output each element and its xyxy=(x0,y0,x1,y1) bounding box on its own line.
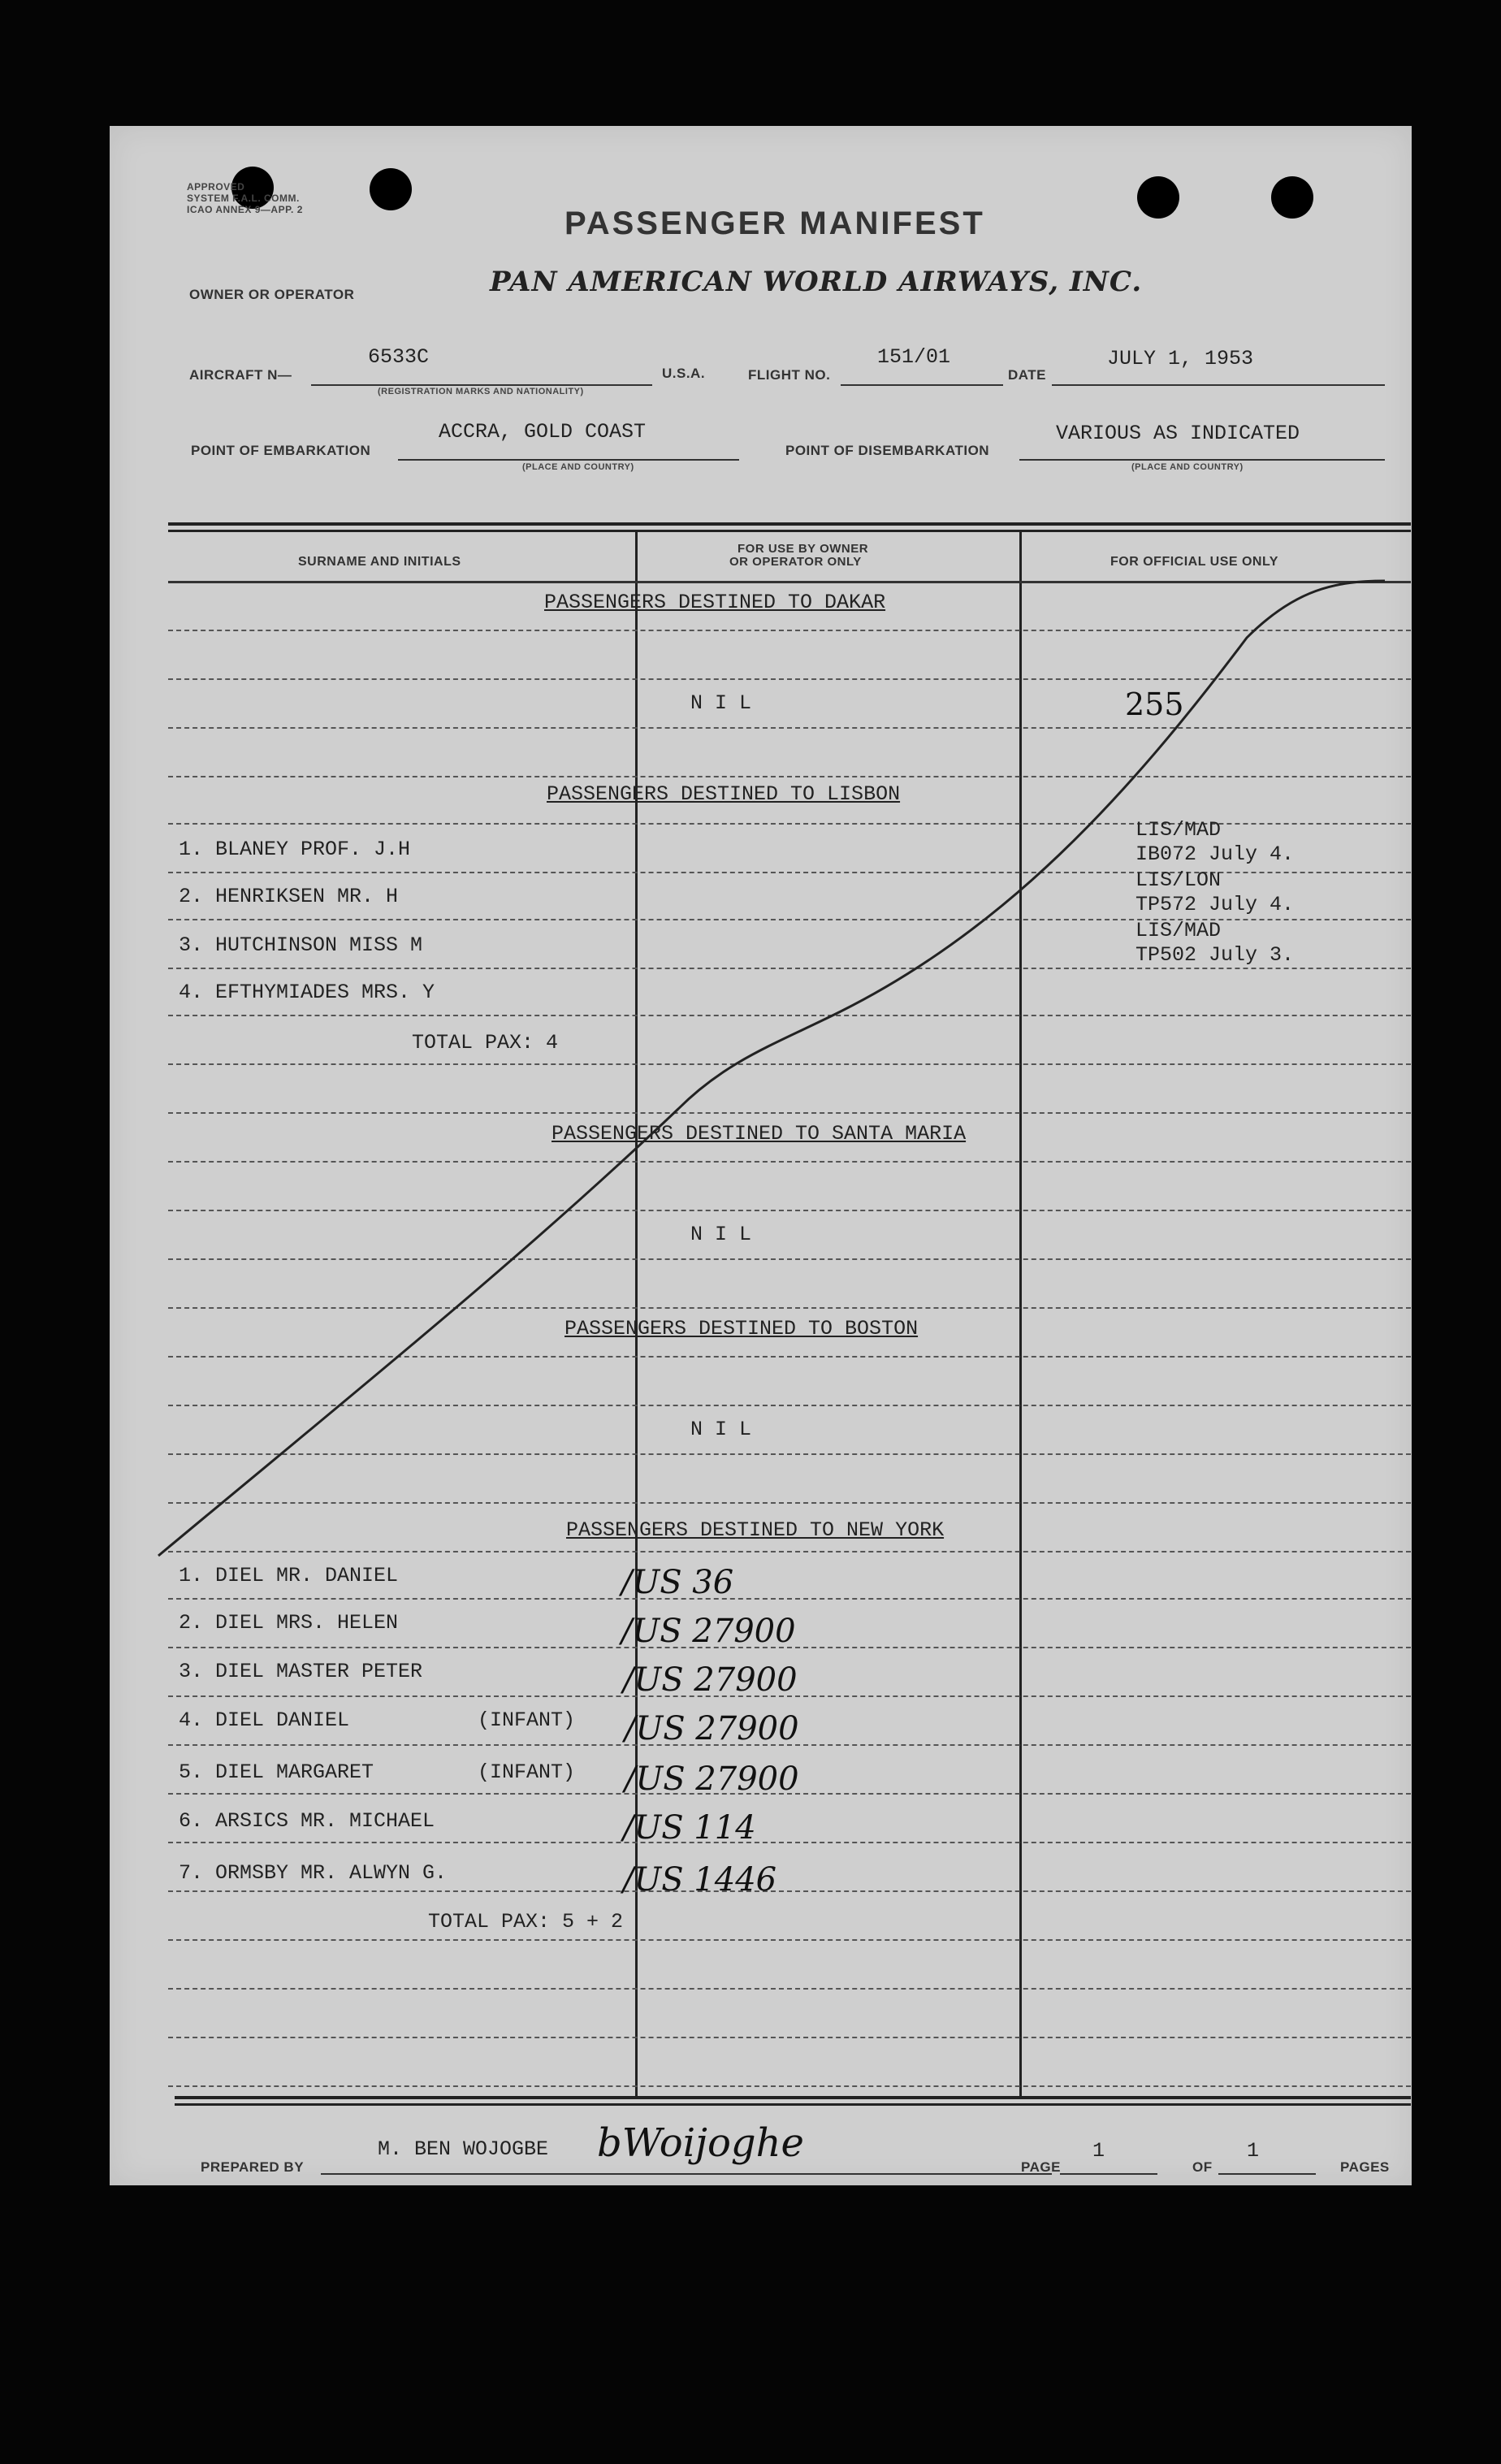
infant-note: (INFANT) xyxy=(478,1760,576,1784)
nil-dakar: N I L xyxy=(690,691,752,715)
official-note-lisbon: IB072 July 4. xyxy=(1135,842,1295,866)
page-label: PAGE xyxy=(1021,2159,1061,2175)
of-value: 1 xyxy=(1247,2139,1260,2163)
handwritten-mark: /US 1446 xyxy=(623,1861,777,1899)
diagonal-cancel-line xyxy=(110,126,1412,2185)
section-heading-boston: PASSENGERS DESTINED TO BOSTON xyxy=(564,1317,919,1340)
section-heading-lisbon: PASSENGERS DESTINED TO LISBON xyxy=(547,782,901,806)
official-note-lisbon: TP502 July 3. xyxy=(1135,943,1295,967)
section-heading-dakar: PASSENGERS DESTINED TO DAKAR xyxy=(544,591,886,614)
official-note-dakar: 255 xyxy=(1125,686,1184,722)
passenger-new-york-5: 5. DIEL MARGARET xyxy=(179,1760,374,1784)
disembark-sublabel: (PLACE AND COUNTRY) xyxy=(1131,462,1244,472)
passenger-lisbon-2: 2. HENRIKSEN MR. H xyxy=(179,885,399,908)
disembark-value: VARIOUS AS INDICATED xyxy=(1056,422,1300,445)
passenger-lisbon-1: 1. BLANEY PROF. J.H xyxy=(179,838,411,861)
approval-line-1: APPROVED xyxy=(187,181,245,193)
infant-note: (INFANT) xyxy=(478,1708,576,1732)
embark-value: ACCRA, GOLD COAST xyxy=(439,420,647,444)
pages-label: PAGES xyxy=(1340,2159,1390,2175)
column-header-owner-2: OR OPERATOR ONLY xyxy=(729,555,862,569)
embark-sublabel: (PLACE AND COUNTRY) xyxy=(522,462,634,472)
column-header-official: FOR OFFICIAL USE ONLY xyxy=(1110,555,1278,569)
passenger-lisbon-4: 4. EFTHYMIADES MRS. Y xyxy=(179,981,435,1004)
passenger-new-york-4: 4. DIEL DANIEL xyxy=(179,1708,350,1732)
flight-value: 151/01 xyxy=(877,345,951,369)
embark-label: POINT OF EMBARKATION xyxy=(191,443,371,458)
passenger-lisbon-3: 3. HUTCHINSON MISS M xyxy=(179,933,423,957)
handwritten-mark: /US 27900 xyxy=(625,1710,799,1747)
passenger-new-york-7: 7. ORMSBY MR. ALWYN G. xyxy=(179,1861,448,1885)
official-note-lisbon: LIS/MAD xyxy=(1135,818,1222,842)
page-underline xyxy=(1060,2173,1157,2175)
signature: bWoijoghe xyxy=(597,2120,804,2166)
of-label: OF xyxy=(1192,2159,1213,2175)
column-header-surname: SURNAME AND INITIALS xyxy=(298,555,461,569)
manifest-sheet xyxy=(110,126,1412,2185)
nil-boston: N I L xyxy=(690,1418,752,1441)
total-new-york: TOTAL PAX: 5 + 2 xyxy=(428,1910,624,1934)
nationality: U.S.A. xyxy=(662,366,706,381)
prepared-label: PREPARED BY xyxy=(201,2159,305,2175)
handwritten-mark: /US 27900 xyxy=(621,1613,796,1650)
handwritten-mark: /US 114 xyxy=(623,1809,756,1847)
handwritten-mark: /US 27900 xyxy=(623,1661,798,1699)
official-note-lisbon: TP572 July 4. xyxy=(1135,893,1295,916)
prepared-underline xyxy=(321,2173,1052,2175)
page-title: PASSENGER MANIFEST xyxy=(564,206,985,241)
footer-rule xyxy=(175,2096,1411,2099)
flight-label: FLIGHT NO. xyxy=(748,367,831,383)
aircraft-value: 6533C xyxy=(368,345,430,369)
page-value: 1 xyxy=(1092,2139,1105,2163)
section-heading-new-york: PASSENGERS DESTINED TO NEW YORK xyxy=(566,1518,945,1542)
official-note-lisbon: LIS/MAD xyxy=(1135,919,1222,942)
of-underline xyxy=(1218,2173,1316,2175)
footer-rule xyxy=(175,2103,1411,2106)
approval-line-2: SYSTEM F.A.L. COMM. xyxy=(187,193,300,204)
column-header-owner-1: FOR USE BY OWNER xyxy=(738,542,869,556)
nil-santa-maria: N I L xyxy=(690,1223,752,1246)
aircraft-label: AIRCRAFT N— xyxy=(189,367,292,383)
date-label: DATE xyxy=(1008,367,1047,383)
official-note-lisbon: LIS/LON xyxy=(1135,868,1222,892)
passenger-new-york-6: 6. ARSICS MR. MICHAEL xyxy=(179,1809,435,1833)
passenger-new-york-3: 3. DIEL MASTER PETER xyxy=(179,1660,423,1683)
passenger-new-york-1: 1. DIEL MR. DANIEL xyxy=(179,1564,399,1587)
total-lisbon: TOTAL PAX: 4 xyxy=(412,1031,559,1054)
approval-line-3: ICAO ANNEX 9—APP. 2 xyxy=(187,204,303,215)
section-heading-santa-maria: PASSENGERS DESTINED TO SANTA MARIA xyxy=(552,1122,967,1145)
date-value: JULY 1, 1953 xyxy=(1107,347,1254,370)
owner-label: OWNER OR OPERATOR xyxy=(189,287,355,302)
owner-value: PAN AMERICAN WORLD AIRWAYS, INC. xyxy=(490,266,1143,298)
aircraft-sublabel: (REGISTRATION MARKS AND NATIONALITY) xyxy=(378,387,584,396)
prepared-value: M. BEN WOJOGBE xyxy=(378,2137,549,2161)
handwritten-mark: /US 27900 xyxy=(625,1760,799,1798)
passenger-new-york-2: 2. DIEL MRS. HELEN xyxy=(179,1611,399,1635)
handwritten-mark: /US 36 xyxy=(621,1564,734,1601)
disembark-label: POINT OF DISEMBARKATION xyxy=(785,443,990,458)
